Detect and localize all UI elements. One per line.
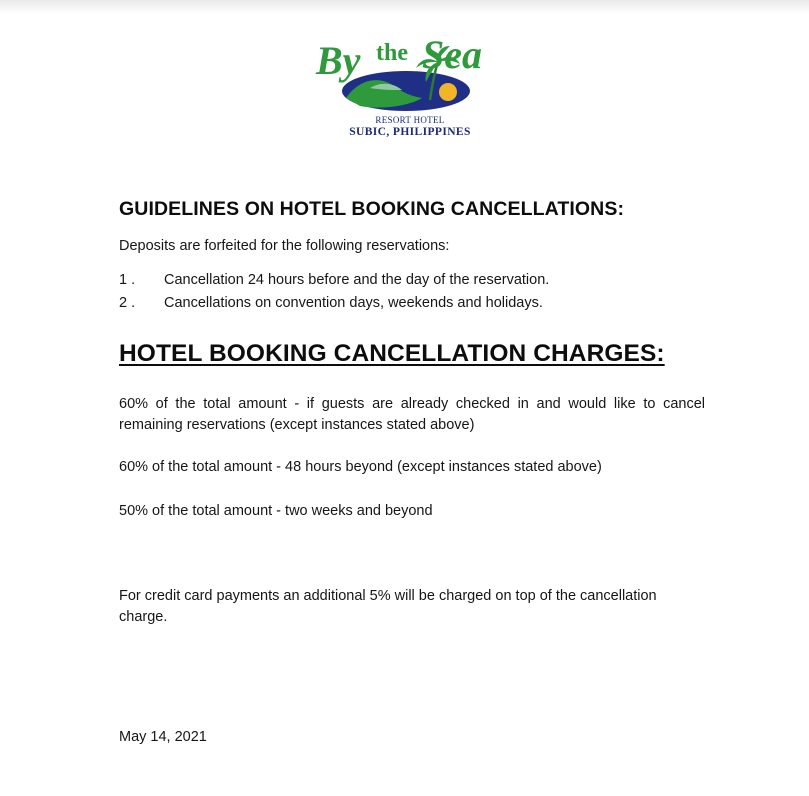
- guideline-item-number: 2 .: [119, 295, 136, 311]
- guidelines-intro: Deposits are forfeited for the following reservations:: [119, 238, 450, 254]
- guideline-item-text: Cancellation 24 hours before and the day of the reservation.: [164, 272, 550, 288]
- guideline-item-text: Cancellations on convention days, weekends and holidays.: [164, 295, 543, 311]
- logo-the: the: [376, 40, 408, 66]
- logo-sun: [439, 83, 457, 101]
- charge-line-48-hours: 60% of the total amount - 48 hours beyond (except instances stated above): [119, 459, 602, 475]
- logo-resort-hotel: RESORT HOTEL: [375, 115, 445, 125]
- document-date: May 14, 2021: [119, 729, 207, 745]
- logo-by: By: [316, 38, 361, 83]
- charges-heading: HOTEL BOOKING CANCELLATION CHARGES:: [119, 340, 665, 367]
- credit-card-note: For credit card payments an additional 5% will be charged on top of the cancellation charge.: [119, 588, 657, 625]
- logo-sea: Sea: [422, 32, 482, 77]
- charge-line-checked-in: 60% of the total amount - if guests are already checked in and would like to cancel remaining reservations (except instances stated above): [119, 396, 705, 433]
- by-the-sea-logo: [310, 26, 510, 144]
- page-top-shadow: [0, 0, 809, 14]
- logo-location: SUBIC, PHILIPPINES: [349, 126, 471, 138]
- charge-line-two-weeks: 50% of the total amount - two weeks and beyond: [119, 503, 433, 519]
- logo-graphic: [310, 26, 510, 116]
- guideline-item-number: 1 .: [119, 272, 136, 288]
- guidelines-heading: GUIDELINES ON HOTEL BOOKING CANCELLATIONS:: [119, 198, 625, 220]
